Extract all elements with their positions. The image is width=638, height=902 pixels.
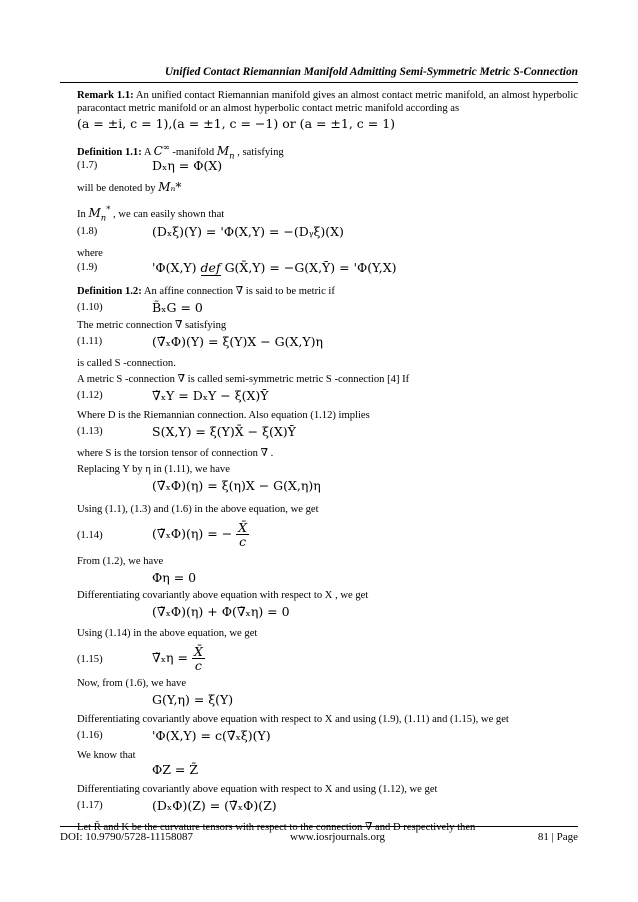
fraction xyxy=(192,645,205,672)
in-line-text-a: In xyxy=(77,209,86,220)
footer-doi: DOI: 10.9790/5728-11158087 xyxy=(60,831,194,843)
g-equation: G(Y,η) = ξ(Y) xyxy=(152,692,234,707)
page-body xyxy=(77,89,578,837)
definition-1-1-text-c: , satisfying xyxy=(237,147,284,158)
replacing-text: Replacing Y by η in (1.11), we have xyxy=(77,464,230,475)
definition-1-2-text: An affine connection ∇̃ is said to be metric if xyxy=(143,286,335,297)
fraction-numerator: X̄ xyxy=(193,644,203,659)
manifold-symbol: $M_n$ xyxy=(216,144,235,161)
equation-1-14 xyxy=(77,519,578,555)
metric-s-text: A metric S -connection ∇̃ is called semi-symmetric metric S -connection [4] If xyxy=(77,374,410,385)
differentiated-equation-1: (∇̃ₓΦ)(η) + Φ(∇̃ₓη) = 0 xyxy=(152,604,290,619)
fraction xyxy=(236,521,249,548)
equation-number: (1.16) xyxy=(77,730,103,741)
equation-number: (1.7) xyxy=(77,160,98,171)
manifold-star-symbol: $M_n^*$ xyxy=(88,204,111,223)
equation-lhs: ∇̃ₓη = xyxy=(152,650,188,665)
equation-1-12 xyxy=(77,389,578,409)
equation-body: S(X,Y) = ξ(Y)X̄ − ξ(X)Ȳ xyxy=(152,424,296,439)
equation-lhs: 'Φ(X,Y) xyxy=(152,260,197,275)
phi-z-equation: ΦZ = Z̄ xyxy=(152,762,199,777)
equation-1-7 xyxy=(77,159,578,181)
equation-body: Dₓη = Φ(X) xyxy=(152,158,223,173)
definition-1-2 xyxy=(77,285,578,301)
equation-number: (1.15) xyxy=(77,654,103,665)
remark-label: Remark 1.1: xyxy=(77,90,134,101)
differentiating-text-1: Differentiating covariantly above equation with respect to X , we get xyxy=(77,590,369,601)
using-1-14-text: Using (1.14) in the above equation, we get xyxy=(77,628,258,639)
footer-rule xyxy=(60,826,578,827)
torsion-text: where S is the torsion tensor of connection ∇̃ . xyxy=(77,448,274,459)
in-line-text-b: , we can easily shown that xyxy=(113,209,225,220)
remark-paragraph xyxy=(77,89,578,115)
def-symbol: def xyxy=(200,260,221,275)
equation-body: (DₓΦ)(Z) = (∇̃ₓΦ)(Z) xyxy=(152,798,277,813)
equation-body xyxy=(152,521,249,548)
let-text: Let R̃ and K be the curvature tensors with respect to the connection ∇̃ and D respectively then xyxy=(77,822,476,833)
equation-body: (Dₓξ)(Y) = 'Φ(X,Y) = −(Dᵧξ)(X) xyxy=(152,224,344,239)
called-s-text: is called S -connection. xyxy=(77,358,176,369)
footer-website: www.iosrjournals.org xyxy=(290,831,386,843)
header-rule xyxy=(60,82,578,83)
equation-body xyxy=(152,261,397,274)
equation-body: B̃ₓG = 0 xyxy=(152,300,203,315)
definition-1-1 xyxy=(77,141,578,159)
replaced-equation: (∇̃ₓΦ)(η) = ξ(η)X − G(X,η)η xyxy=(152,478,321,493)
equation-1-10 xyxy=(77,301,578,319)
we-know-text: We know that xyxy=(77,750,136,761)
remark-condition: (a = ±i, c = 1),(a = ±1, c = −1) or (a = ±1, c = 1) xyxy=(77,116,396,131)
definition-1-1-text-b: -manifold xyxy=(172,147,215,158)
equation-number: (1.13) xyxy=(77,426,103,437)
metric-connection-text: The metric connection ∇̃ satisfying xyxy=(77,320,227,331)
definition-1-2-label: Definition 1.2: xyxy=(77,286,142,297)
equation-number: (1.14) xyxy=(77,530,103,541)
equation-1-9 xyxy=(77,261,578,285)
in-line xyxy=(77,203,578,225)
c-infinity-symbol: C∞ xyxy=(153,142,170,158)
running-header: Unified Contact Riemannian Manifold Admitting Semi-Symmetric Metric S-Connection xyxy=(164,66,578,78)
equation-1-15 xyxy=(77,643,578,677)
equation-1-17 xyxy=(77,799,578,821)
remark-text: An unified contact Riemannian manifold gives an almost contact metric manifold, an almost hyperbolic paracontact metric manifold or an almost hyperbolic contact metric manifold according as xyxy=(77,90,578,114)
equation-1-13 xyxy=(77,425,578,447)
equation-rhs: G(X̄,Y) = −G(X,Ȳ) = 'Φ(Y,X) xyxy=(224,260,397,275)
equation-1-8 xyxy=(77,225,578,247)
where-d-text: Where D is the Riemannian connection. Also equation (1.12) implies xyxy=(77,410,370,421)
definition-1-1-label: Definition 1.1: xyxy=(77,147,142,158)
equation-body: (∇̃ₓΦ)(Y) = ξ(Y)X − G(X,Y)η xyxy=(152,334,324,349)
footer-page-number: 81 | Page xyxy=(537,831,578,843)
from-1-6-text: Now, from (1.6), we have xyxy=(77,678,187,689)
equation-1-16 xyxy=(77,729,578,749)
fraction-numerator: X̄ xyxy=(238,520,248,535)
equation-body: ∇̃ₓY = DₓY − ξ(X)Ȳ xyxy=(152,388,269,403)
equation-1-11 xyxy=(77,335,578,357)
equation-number: (1.11) xyxy=(77,336,103,347)
from-1-2-text: From (1.2), we have xyxy=(77,556,164,567)
denoted-line xyxy=(77,181,578,203)
equation-number: (1.10) xyxy=(77,302,103,313)
differentiating-text-3: Differentiating covariantly above equation with respect to X and using (1.12), we get xyxy=(77,784,438,795)
differentiating-text-2: Differentiating covariantly above equation with respect to X and using (1.9), (1.11) and (1.15), we get xyxy=(77,714,509,725)
phi-eta-equation: Φη = 0 xyxy=(152,570,197,585)
where-text: where xyxy=(77,248,103,259)
equation-number: (1.8) xyxy=(77,226,98,237)
equation-number: (1.9) xyxy=(77,262,98,273)
fraction-denominator: c xyxy=(239,534,247,549)
equation-number: (1.17) xyxy=(77,800,103,811)
equation-body: 'Φ(X,Y) = c(∇̃ₓξ)(Y) xyxy=(152,728,271,743)
definition-1-1-text-a: A xyxy=(143,147,151,158)
denoted-text: will be denoted by xyxy=(77,183,156,194)
equation-number: (1.12) xyxy=(77,390,103,401)
using-text-1: Using (1.1), (1.3) and (1.6) in the above equation, we get xyxy=(77,504,319,515)
denoted-symbol: Mₙ* xyxy=(158,180,182,194)
fraction-denominator: c xyxy=(194,658,202,673)
equation-lhs: (∇̃ₓΦ)(η) = − xyxy=(152,526,233,541)
equation-body xyxy=(152,645,205,672)
